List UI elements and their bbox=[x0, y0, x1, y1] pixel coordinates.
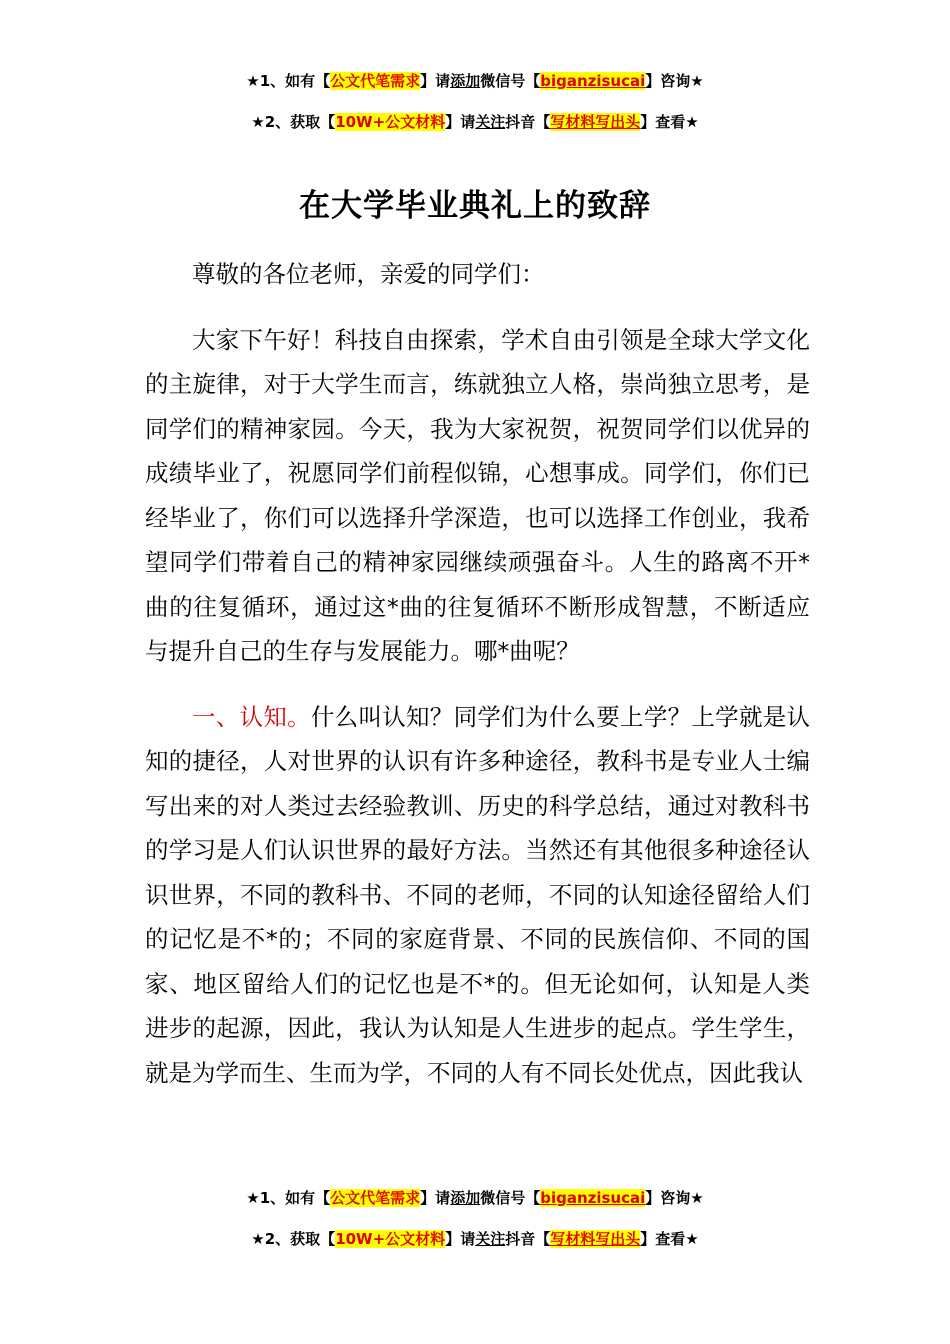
promo-text: 】请 bbox=[420, 72, 451, 90]
promo-underline: 关注 bbox=[475, 1230, 506, 1248]
promo-underline: 关注 bbox=[475, 113, 506, 131]
section-heading: 一、认知。 bbox=[192, 702, 311, 731]
promo-text: 】查看★ bbox=[640, 113, 699, 131]
document-body bbox=[145, 252, 810, 1095]
page-title: 在大学毕业典礼上的致辞 bbox=[299, 188, 651, 224]
promo-text: ★1、如有【 bbox=[246, 1189, 331, 1207]
promo-text: 】咨询★ bbox=[645, 72, 704, 90]
paragraph: 大家下午好！科技自由探索，学术自由引领是全球大学文化的主旋律，对于大学生而言，练就独立人格，崇尚独立思考，是同学们的精神家园。今天，我为大家祝贺，祝贺同学们以优异的成绩毕业了，祝愿同学们前程似锦，心想事成。同学们，你们已经毕业了，你们可以选择升学深造，也可以选择工作创业，我希望同学们带着自己的精神家园继续顽强奋斗。人生的路离不开*曲的往复循环，通过这*曲的往复循环不断形成智慧，不断适应与提升自己的生存与发展能力。哪*曲呢？ bbox=[145, 325, 810, 665]
promo-text: 】咨询★ bbox=[645, 1189, 704, 1207]
promo-highlight: 公文代笔需求 bbox=[330, 72, 421, 90]
promo-text: 抖音【 bbox=[505, 113, 551, 131]
promo-highlight: 公文代笔需求 bbox=[330, 1189, 421, 1207]
salutation: 尊敬的各位老师，亲爱的同学们： bbox=[192, 260, 545, 288]
promo-highlight: 10W+公文材料 bbox=[335, 113, 446, 131]
promo-text: 微信号【 bbox=[480, 72, 541, 90]
promo-text: 】请 bbox=[445, 1230, 476, 1248]
promo-text: ★1、如有【 bbox=[246, 72, 331, 90]
promo-wechat-id: biganzisucai bbox=[540, 1189, 646, 1207]
promo-douyin-id: 写材料写出头 bbox=[550, 1230, 641, 1248]
promo-line-1 bbox=[0, 70, 950, 91]
promo-text: 抖音【 bbox=[505, 1230, 551, 1248]
promo-text: ★2、获取【 bbox=[251, 1230, 336, 1248]
promo-underline: 添加 bbox=[450, 1189, 481, 1207]
promo-text: 】请 bbox=[445, 113, 476, 131]
promo-wechat-id: biganzisucai bbox=[540, 72, 646, 90]
promo-footer-line-2 bbox=[0, 1228, 950, 1249]
promo-highlight: 10W+公文材料 bbox=[335, 1230, 446, 1248]
promo-underline: 添加 bbox=[450, 72, 481, 90]
promo-line-2 bbox=[0, 111, 950, 132]
promo-text: 】请 bbox=[420, 1189, 451, 1207]
promo-text: ★2、获取【 bbox=[251, 113, 336, 131]
section-paragraph bbox=[145, 695, 810, 1096]
promo-douyin-id: 写材料写出头 bbox=[550, 113, 641, 131]
promo-text: 】查看★ bbox=[640, 1230, 699, 1248]
promo-footer-line-1 bbox=[0, 1187, 950, 1208]
promo-text: 微信号【 bbox=[480, 1189, 541, 1207]
section-text: 什么叫认知？同学们为什么要上学？上学就是认知的捷径，人对世界的认识有许多种途径，教科书是专业人士编写出来的对人类过去经验教训、历史的科学总结，通过对教科书的学习是人们认识世界的最好方法。当然还有其他很多种途径认识世界，不同的教科书、不同的老师，不同的认知途径留给人们的记忆是不*的；不同的家庭背景、不同的民族信仰、不同的国家、地区留给人们的记忆也是不*的。但无论如何，认知是人类进步的起源，因此，我认为认知是人生进步的起点。学生学生，就是为学而生、生而为学，不同的人有不同长处优点，因此我认 bbox=[145, 702, 811, 1087]
